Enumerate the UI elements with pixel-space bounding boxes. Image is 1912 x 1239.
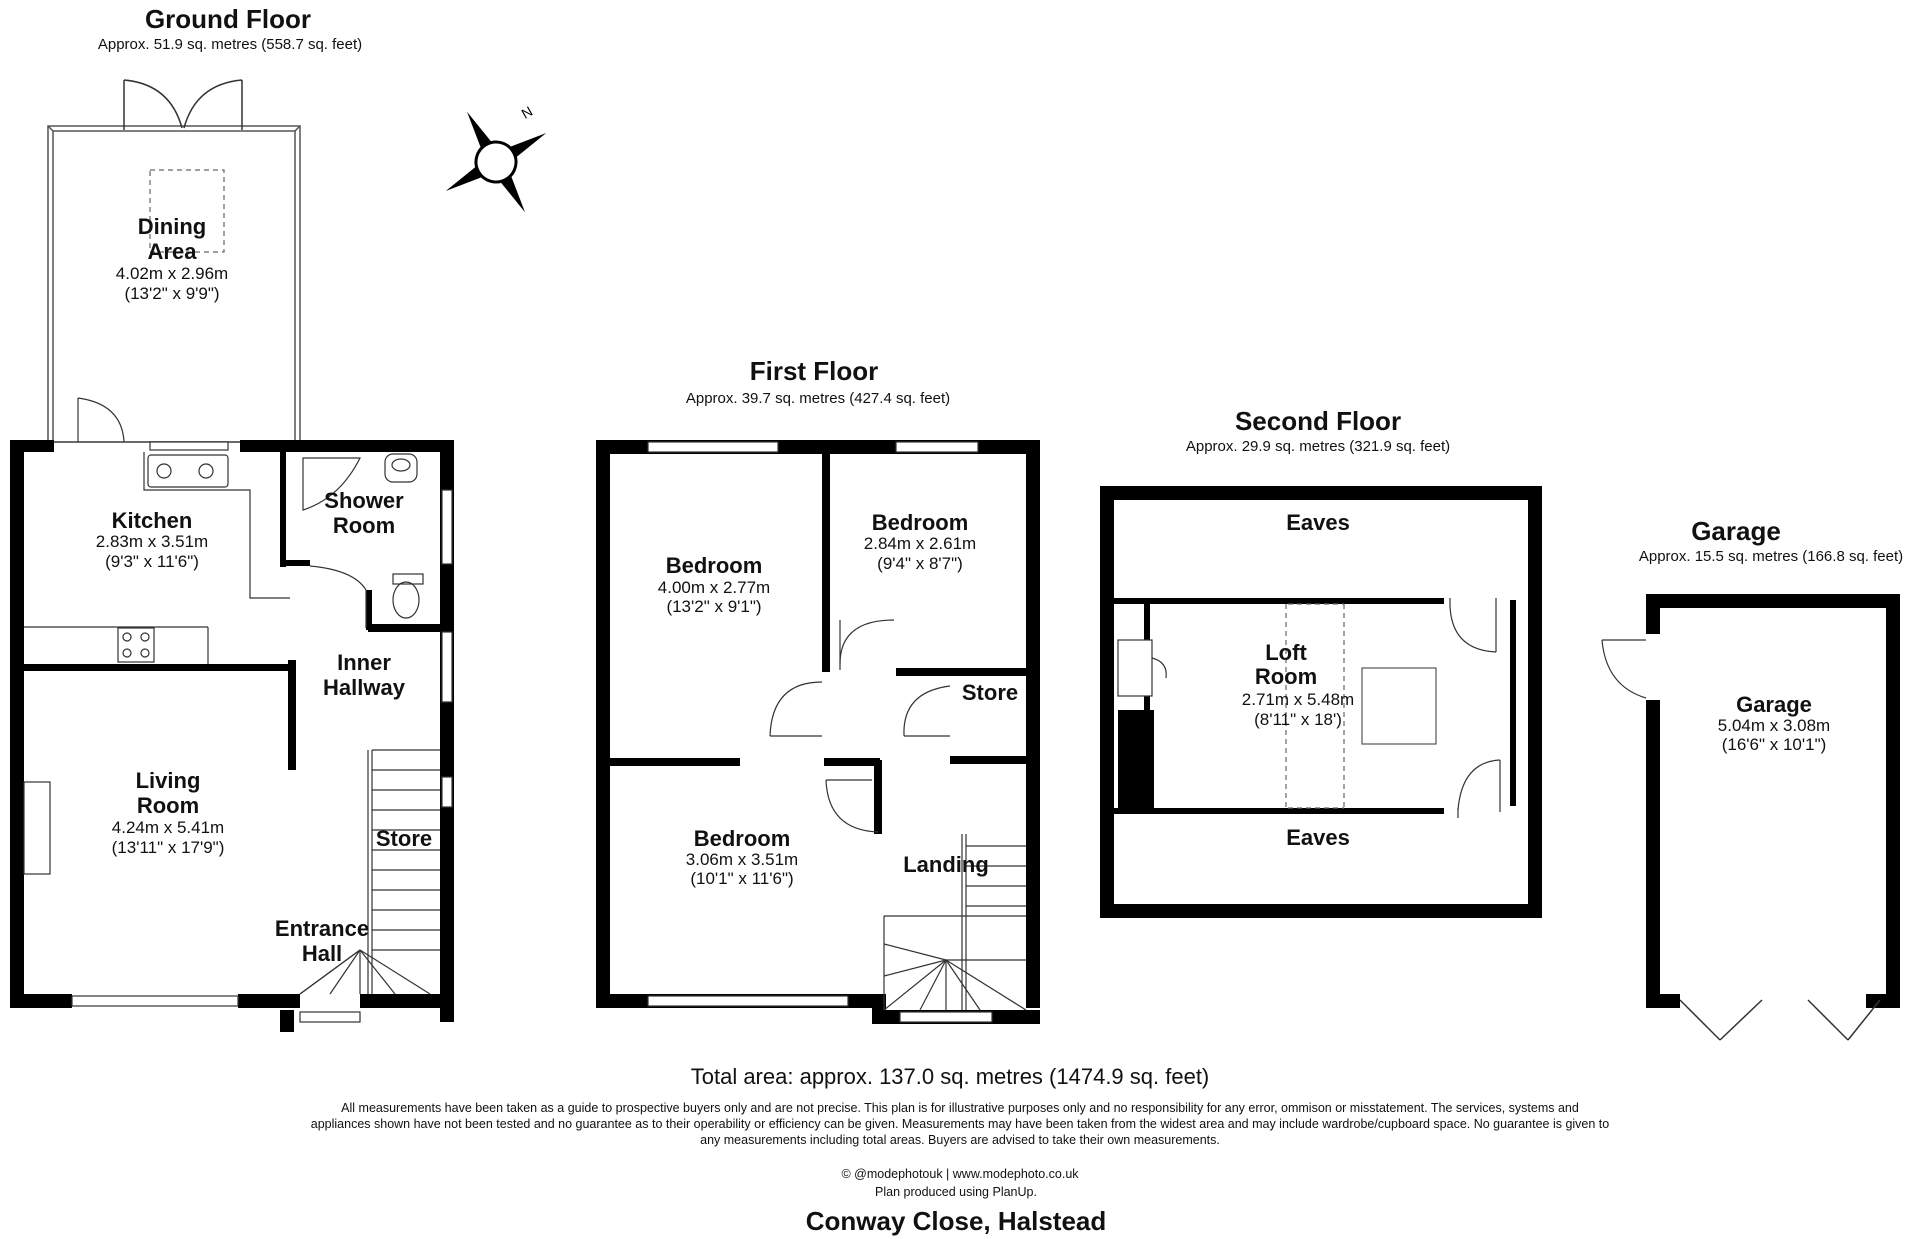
second-floor-title: Second Floor [1234,406,1402,436]
eaves-top-name: Eaves [1286,510,1350,535]
total-area: Total area: approx. 137.0 sq. metres (1474.9 sq. feet) [690,1064,1210,1089]
entrance-hall-name-2: Hall [301,941,343,966]
first-floor-title: First Floor [749,356,879,386]
kitchen-dim-metric: 2.83m x 3.51m [95,532,209,551]
loft-cupboard [1118,640,1152,696]
first-floor-area: Approx. 39.7 sq. metres (427.4 sq. feet) [685,390,951,407]
bedroom-1-name: Bedroom [665,553,763,578]
living-room-dim-metric: 4.24m x 5.41m [111,818,225,837]
living-room-name-2: Room [136,793,200,818]
ground-floor-plan [10,80,454,1032]
first-floor-plan [596,440,1040,1024]
bedroom-2-dim-metric: 2.84m x 2.61m [863,534,977,553]
first-store-name: Store [961,680,1019,705]
kitchen-name: Kitchen [111,508,193,533]
ground-store-name: Store [375,826,433,851]
bedroom-3-dim-metric: 3.06m x 3.51m [685,850,799,869]
bedroom-2-name: Bedroom [871,510,969,535]
garage-doors [1680,1000,1880,1040]
garage-plan [1602,594,1900,1040]
shower-room-name-2: Room [332,513,396,538]
compass-icon [417,83,575,241]
compass-north-label: N [518,102,536,122]
ground-floor-title: Ground Floor [144,4,312,34]
shower-room-name-1: Shower [324,488,404,513]
ground-floor-area: Approx. 51.9 sq. metres (558.7 sq. feet) [97,36,363,53]
property-address: Conway Close, Halstead [805,1206,1107,1236]
dining-french-doors [124,80,242,130]
inner-hallway-name-2: Hallway [323,675,405,700]
loft-room-dim-imperial: (8'11" x 18') [1254,710,1342,729]
first-walls [596,440,1040,1024]
bedroom-1-dim-metric: 4.00m x 2.77m [657,578,771,597]
garage-room-dim-imperial: (16'6" x 10'1") [1721,735,1827,754]
kitchen-dim-imperial: (9'3" x 11'6") [105,552,199,571]
garage-area: Approx. 15.5 sq. metres (166.8 sq. feet) [1638,548,1904,565]
fireplace [24,782,50,874]
living-room-dim-imperial: (13'11" x 17'9") [111,838,225,857]
dining-area-name-2: Area [147,239,197,264]
bedroom-1-dim-imperial: (13'2" x 9'1") [666,597,762,616]
garage-side-door [1602,640,1646,698]
first-doors [770,620,950,832]
second-floor-area: Approx. 29.9 sq. metres (321.9 sq. feet) [1185,438,1451,455]
loft-room-name-1: Loft [1265,640,1307,665]
garage-title: Garage [1691,516,1781,546]
dining-area-dim-imperial: (13'2" x 9'9") [124,284,220,303]
inner-hall-wall [288,660,296,770]
bedroom-3-name: Bedroom [693,826,791,851]
loft-room-dim-metric: 2.71m x 5.48m [1241,690,1355,709]
living-room-name-1: Living [135,768,201,793]
landing-name: Landing [903,852,989,877]
bedroom-3-dim-imperial: (10'1" x 11'6") [690,869,794,888]
inner-hallway-name-1: Inner [337,650,391,675]
loft-hatch [1362,668,1436,744]
loft-room-name-2: Room [1254,664,1318,689]
entrance-hall-name-1: Entrance [274,916,370,941]
eaves-bottom-name: Eaves [1286,825,1350,850]
bedroom-2-dim-imperial: (9'4" x 8'7") [877,554,963,573]
loft-doors [1450,598,1500,818]
disclaimer-text: All measurements have been taken as a guide to prospective buyers only and are not precise. This plan is for illustrative purposes only and no responsibility for any error, ommison or misstatement. The services, systems and appliances shown have not been tested and no guarantee as to their operability or efficiency can be given. Measurements may have been taken from the widest area and may include wardrobe/cupboard space. No guarantee is given to any measurements including total areas. Buyers are advised to take their own measurements. [310,1101,1610,1147]
credit-line-1: © @modephotouk | www.modephoto.co.uk [841,1167,1079,1181]
shower-fittings [303,454,423,628]
garage-room-name: Garage [1736,692,1812,717]
dining-area-dim-metric: 4.02m x 2.96m [115,264,229,283]
loft-cupboard-door [1152,658,1166,678]
kitchen-door [78,398,124,442]
garage-walls [1646,594,1900,1008]
credit-line-2: Plan produced using PlanUp. [875,1185,1037,1199]
dining-area-name-1: Dining [137,214,207,239]
garage-room-dim-metric: 5.04m x 3.08m [1717,716,1831,735]
